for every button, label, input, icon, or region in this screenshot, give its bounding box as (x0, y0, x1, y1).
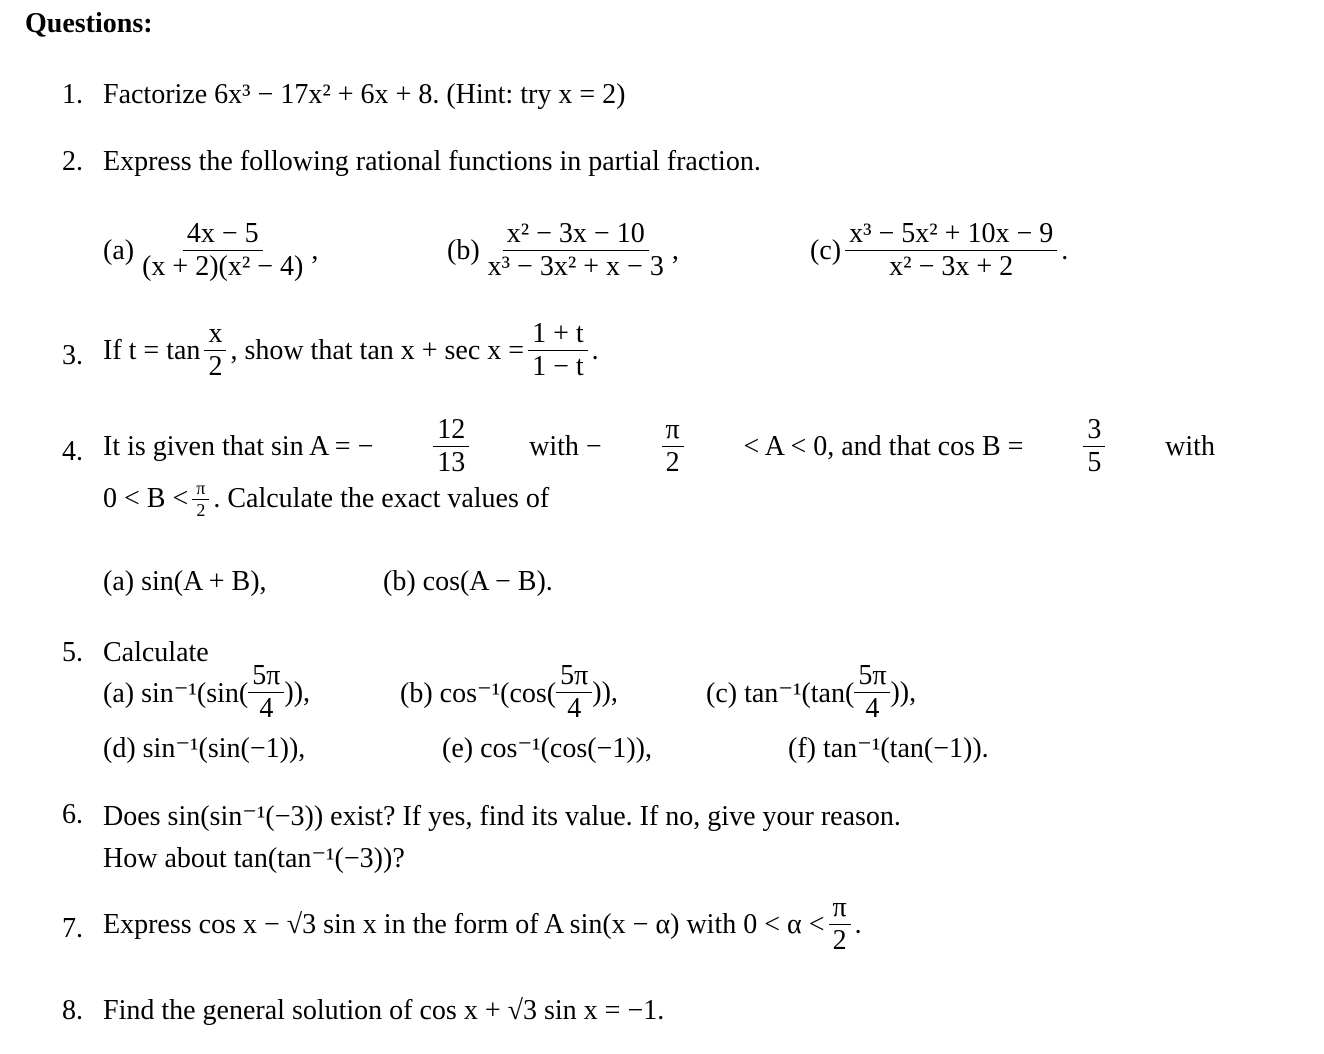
denominator: 1 − t (532, 351, 584, 383)
q2a (103, 218, 318, 283)
text: (a) sin⁻¹(sin( (103, 677, 249, 709)
fraction (662, 414, 684, 479)
q4-line1 (103, 414, 1215, 479)
text: )), (284, 676, 311, 708)
q4-number: 4. (62, 436, 83, 467)
q5-number: 5. (62, 637, 83, 668)
text: If t = tan (103, 334, 201, 366)
denominator: 5 (1087, 447, 1102, 479)
q1-text: Factorize 6x³ − 17x² + 6x + 8. (Hint: try x = 2) (103, 79, 626, 110)
text: . (854, 908, 862, 940)
text: (b) cos⁻¹(cos( (400, 677, 557, 709)
text: with (1165, 430, 1215, 462)
numerator: 1 + t (528, 318, 588, 351)
denominator: (x + 2)(x² − 4) (142, 251, 304, 283)
heading: Questions: (25, 8, 153, 39)
numerator: 3 (1083, 414, 1105, 447)
q7-number: 7. (62, 913, 83, 944)
q2c-fraction (845, 218, 1057, 283)
text: )), (592, 676, 618, 708)
q6-number: 6. (62, 799, 83, 830)
q3-text (103, 318, 599, 383)
q5a (103, 660, 310, 725)
fraction (528, 318, 588, 383)
q2c-label: (c) (810, 234, 842, 266)
q7-text (103, 892, 862, 957)
q8-text: Find the general solution of cos x + √3 sin x = −1. (103, 995, 665, 1026)
numerator: 5π (556, 660, 592, 693)
fraction (204, 318, 226, 383)
text: . (591, 334, 599, 366)
text: , show that tan x + sec x = (230, 334, 525, 366)
text: 0 < B < (103, 483, 189, 515)
q2b-fraction (484, 218, 668, 283)
denominator: 4 (567, 693, 582, 725)
q2a-label: (a) (103, 234, 135, 266)
numerator: 12 (433, 414, 469, 447)
q8-number: 8. (62, 995, 83, 1026)
text: )), (890, 676, 917, 708)
q1-number: 1. (62, 79, 83, 110)
fraction (556, 660, 592, 725)
denominator: 2 (832, 925, 847, 957)
q2-text: Express the following rational functions in partial fraction. (103, 146, 761, 177)
q2a-fraction (138, 218, 307, 283)
denominator: 13 (437, 447, 466, 479)
numerator: 5π (854, 660, 890, 693)
q5e: (e) cos⁻¹(cos(−1)), (442, 733, 652, 764)
q4b: (b) cos(A − B). (383, 566, 553, 597)
q5d: (d) sin⁻¹(sin(−1)), (103, 733, 306, 764)
q5c (706, 660, 916, 725)
denominator: 2 (665, 447, 680, 479)
numerator: 4x − 5 (183, 218, 263, 251)
text: . Calculate the exact values of (213, 483, 550, 515)
fraction (192, 478, 209, 520)
fraction (1083, 414, 1105, 479)
text: Express cos x − √3 sin x in the form of A sin(x − α) with 0 < α < (103, 908, 825, 940)
q6-line2: How about tan(tan⁻¹(−3))? (103, 843, 405, 874)
punct: . (1061, 234, 1069, 266)
text: with − (529, 430, 602, 462)
numerator: x² − 3x − 10 (503, 218, 649, 251)
denominator: 4 (865, 693, 880, 725)
q4-line2 (103, 478, 549, 520)
denominator: 4 (259, 693, 274, 725)
q5-title: Calculate (103, 637, 209, 668)
numerator: 5π (248, 660, 284, 693)
numerator: π (192, 478, 209, 500)
denominator: x² − 3x + 2 (889, 251, 1014, 283)
fraction (854, 660, 890, 725)
text: (c) tan⁻¹(tan( (706, 677, 855, 709)
numerator: π (829, 892, 851, 925)
text: It is given that sin A = − (103, 430, 374, 462)
numerator: π (662, 414, 684, 447)
q5f: (f) tan⁻¹(tan(−1)). (788, 733, 989, 764)
q2-number: 2. (62, 146, 83, 177)
denominator: 2 (196, 499, 206, 520)
fraction (433, 414, 469, 479)
q2b-label: (b) (447, 234, 480, 266)
fraction (829, 892, 851, 957)
text: < A < 0, and that cos B = (743, 430, 1024, 462)
q6-line1: Does sin(sin⁻¹(−3)) exist? If yes, find its value. If no, give your reason. (103, 801, 901, 832)
fraction (248, 660, 284, 725)
denominator: x³ − 3x² + x − 3 (487, 251, 664, 283)
q4a: (a) sin(A + B), (103, 566, 267, 597)
numerator: x (204, 318, 226, 351)
q5b (400, 660, 618, 725)
q2b (447, 218, 679, 283)
numerator: x³ − 5x² + 10x − 9 (845, 218, 1057, 251)
q2c (810, 218, 1068, 283)
q3-number: 3. (62, 340, 83, 371)
denominator: 2 (208, 351, 223, 383)
punct: , (311, 234, 319, 266)
punct: , (671, 234, 679, 266)
